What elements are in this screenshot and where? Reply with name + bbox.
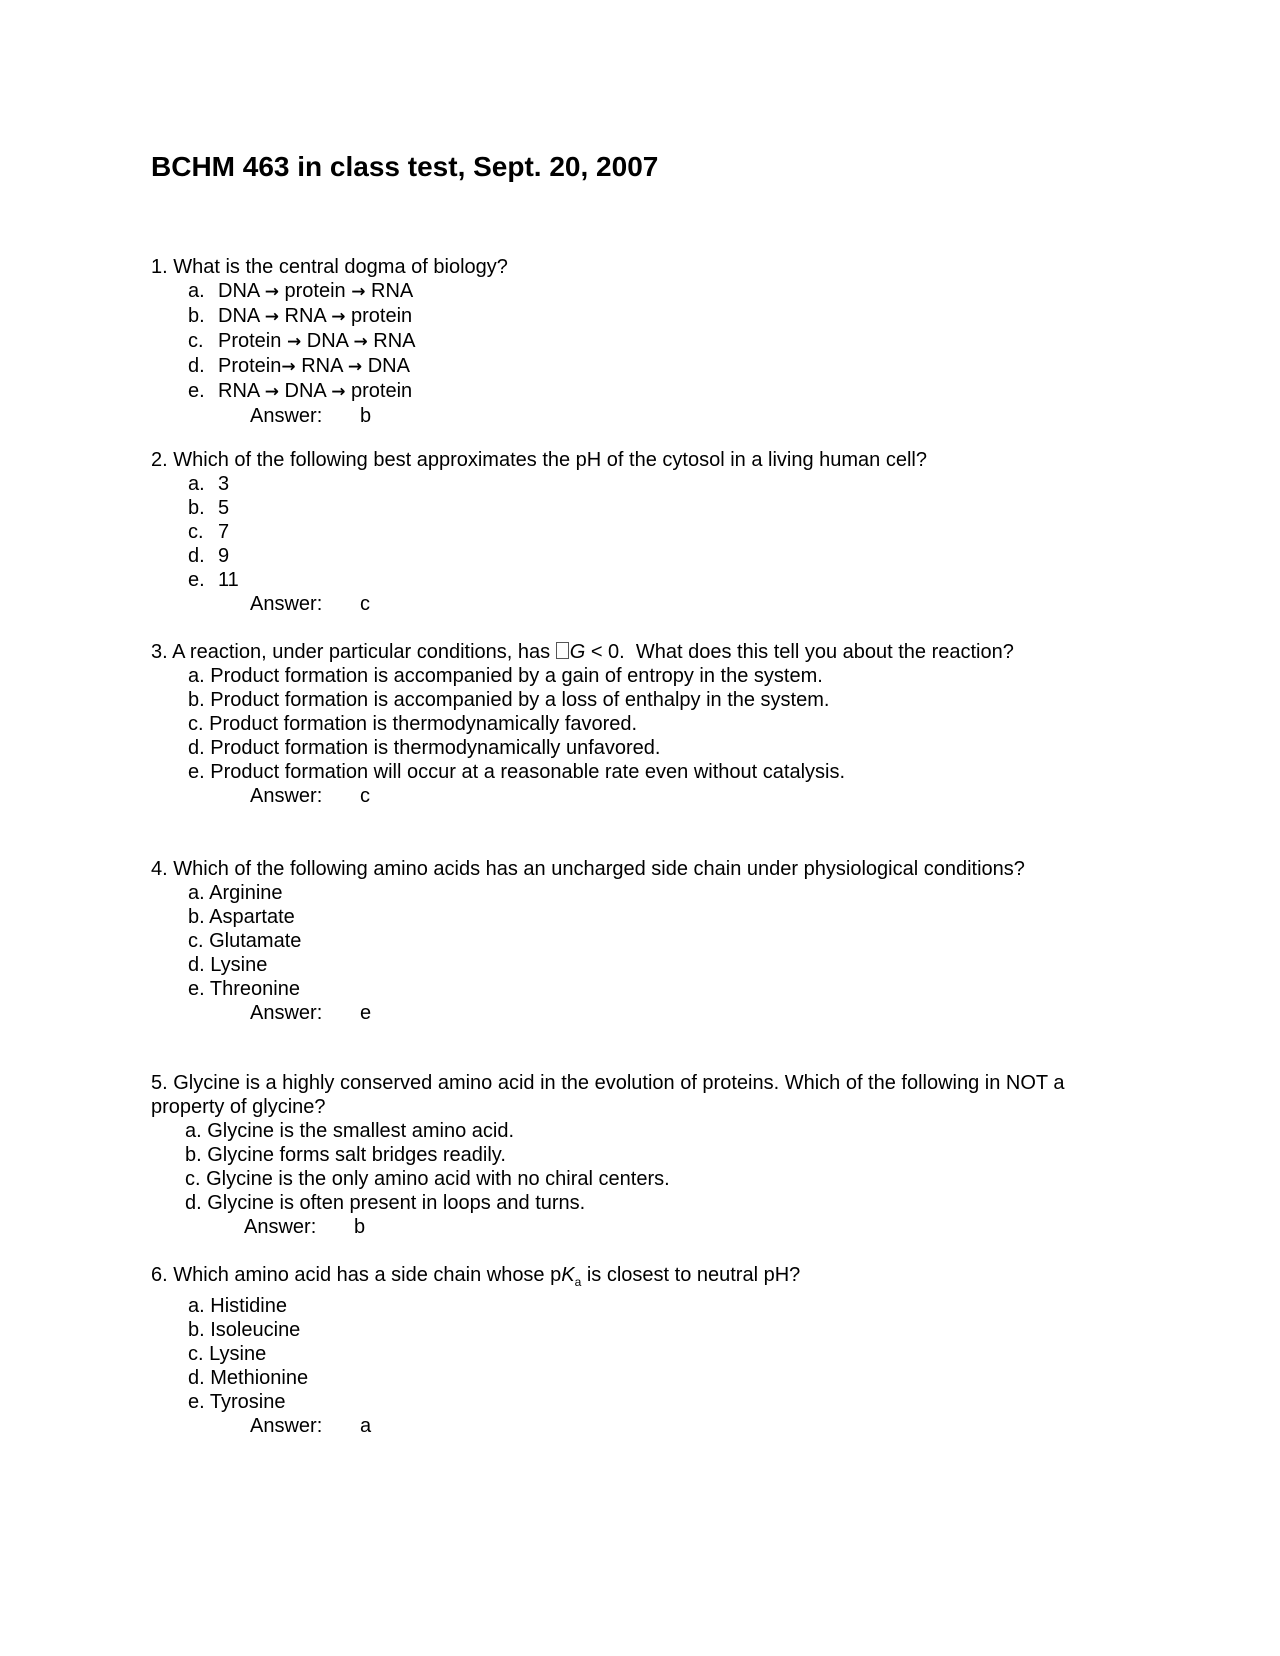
option-text: Product formation is thermodynamically unfavored. (210, 737, 661, 759)
option-letter: e. (188, 569, 205, 591)
question-3 (151, 640, 1111, 808)
arrow-icon: → (264, 382, 279, 402)
option-letter: a. (188, 1295, 205, 1317)
question-4 (151, 857, 1111, 1025)
option-b: b. DNA → RNA → protein (188, 305, 413, 327)
question-text-end: < 0. What does this tell you about the reaction? (585, 641, 1014, 663)
option-text: Product formation is thermodynamically favored. (209, 713, 638, 735)
option-letter: b. (188, 1319, 205, 1341)
option-b (151, 905, 1111, 929)
option-letter: c. (188, 521, 204, 543)
answer-label: Answer: (250, 785, 323, 807)
answer-line (151, 592, 1111, 616)
option-text: Glycine is the smallest amino acid. (207, 1120, 515, 1142)
answer-line (151, 1414, 1111, 1438)
option-letter: a. (188, 473, 205, 495)
answer-value: a (360, 1415, 372, 1437)
option-letter: d. (188, 1367, 205, 1389)
option-d (151, 544, 1111, 568)
answer-label: Answer: (250, 1415, 323, 1437)
option-e: e. RNA → DNA → protein (188, 380, 413, 402)
option-c (151, 929, 1111, 953)
answer-value: e (360, 1002, 372, 1024)
arrow-icon: → (286, 332, 302, 352)
option-text: Arginine (209, 882, 283, 904)
option-a (151, 1119, 1111, 1143)
arrow-icon: → (264, 282, 279, 302)
option-text: Aspartate (209, 906, 295, 928)
option-c: c. Protein → DNA → RNA (188, 330, 416, 352)
option-d (151, 953, 1111, 977)
question-number: 2. (151, 449, 168, 471)
option-text: Glycine is often present in loops and turns. (207, 1192, 586, 1214)
option-letter: e. (188, 380, 205, 402)
option-letter: d. (188, 954, 205, 976)
option-text: 7 (218, 521, 230, 543)
option-b (151, 688, 1111, 712)
option-e (151, 760, 1111, 784)
arrow-icon: → (281, 357, 296, 377)
option-letter: c. (188, 330, 204, 352)
option-letter: b. (188, 305, 205, 327)
option-letter: a. (188, 280, 205, 302)
arrow-icon: → (331, 382, 346, 402)
question-text: What is the central dogma of biology? (173, 256, 508, 278)
option-letter: d. (185, 1192, 202, 1214)
option-letter: b. (188, 906, 205, 928)
option-a (151, 472, 1111, 496)
option-text: Histidine (210, 1295, 287, 1317)
question-2 (151, 448, 1111, 616)
option-letter: d. (188, 355, 205, 377)
option-letter: c. (188, 713, 204, 735)
option-text: Product formation is accompanied by a gain of entropy in the system. (210, 665, 823, 687)
question-text: Which of the following best approximates the pH of the cytosol in a living human cell? (173, 449, 927, 471)
option-a (151, 664, 1111, 688)
option-letter: c. (188, 930, 204, 952)
option-letter: e. (188, 761, 205, 783)
option-a (151, 881, 1111, 905)
option-letter: b. (188, 689, 205, 711)
gibbs-symbol: G (569, 641, 586, 663)
option-d (151, 1366, 1111, 1390)
option-c (151, 1167, 1111, 1191)
option-text: Product formation is accompanied by a loss of enthalpy in the system. (210, 689, 830, 711)
option-text: Tyrosine (209, 1391, 286, 1413)
pka-symbol: K (561, 1264, 575, 1286)
answer-line (151, 1001, 1111, 1025)
arrow-icon: → (347, 357, 363, 377)
option-letter: e. (188, 1391, 205, 1413)
arrow-icon: → (353, 332, 368, 352)
question-number: 6. (151, 1264, 168, 1286)
question-number: 5. (151, 1072, 168, 1094)
question-text-end: is closest to neutral pH? (581, 1264, 801, 1286)
pka-subscript: a (574, 1275, 582, 1289)
question-text: Glycine is a highly conserved amino acid in the evolution of proteins. Which of the following in NOT a property of glycine? (151, 1072, 1065, 1118)
option-text: Product formation will occur at a reasonable rate even without catalysis. (210, 761, 846, 783)
option-e (151, 1390, 1111, 1414)
option-text: Glycine forms salt bridges readily. (207, 1144, 506, 1166)
arrow-icon: → (331, 307, 346, 327)
option-a: a. DNA → protein → RNA (188, 280, 414, 302)
option-e (151, 977, 1111, 1001)
answer-label: Answer: (244, 1216, 317, 1238)
question-number: 4. (151, 858, 168, 880)
option-text: Glutamate (209, 930, 302, 952)
option-text: 11 (218, 569, 239, 591)
answer-line (151, 404, 1111, 428)
arrow-icon: → (264, 307, 279, 327)
answer-line (151, 784, 1111, 808)
option-b (151, 1318, 1111, 1342)
missing-glyph-icon (556, 642, 569, 659)
option-letter: c. (188, 1343, 204, 1365)
answer-value: c (360, 785, 370, 807)
option-letter: c. (185, 1168, 201, 1190)
option-letter: e. (188, 978, 205, 1000)
question-text-start: A reaction, under particular conditions, has (172, 641, 556, 663)
option-text: 5 (218, 497, 230, 519)
option-text: Isoleucine (210, 1319, 301, 1341)
option-letter: a. (185, 1120, 202, 1142)
option-text: Lysine (210, 954, 268, 976)
question-number: 3. (151, 641, 168, 663)
page-title: BCHM 463 in class test, Sept. 20, 2007 (151, 151, 659, 182)
question-5 (151, 1071, 1111, 1239)
arrow-icon: → (351, 282, 366, 302)
option-d (151, 736, 1111, 760)
option-text: 9 (218, 545, 230, 567)
option-text: Glycine is the only amino acid with no chiral centers. (206, 1168, 670, 1190)
option-d (151, 1191, 1111, 1215)
answer-label: Answer: (250, 593, 323, 615)
question-6 (151, 1263, 1111, 1438)
option-letter: b. (188, 497, 205, 519)
option-d: d. Protein→ RNA → DNA (188, 355, 410, 377)
question-text-start: Which amino acid has a side chain whose p (173, 1264, 562, 1286)
option-c (151, 1342, 1111, 1366)
option-text: Threonine (209, 978, 300, 1000)
option-b (151, 496, 1111, 520)
option-letter: d. (188, 737, 205, 759)
answer-label: Answer: (250, 405, 323, 427)
option-letter: a. (188, 665, 205, 687)
option-text: Lysine (209, 1343, 267, 1365)
option-a (151, 1294, 1111, 1318)
answer-line (151, 1215, 1111, 1239)
option-e (151, 568, 1111, 592)
option-c (151, 712, 1111, 736)
option-text: 3 (218, 473, 230, 495)
question-number: 1. (151, 256, 168, 278)
option-letter: b. (185, 1144, 202, 1166)
option-b (151, 1143, 1111, 1167)
answer-value: c (360, 593, 370, 615)
answer-value: b (360, 405, 372, 427)
option-text: Methionine (210, 1367, 309, 1389)
option-letter: a. (188, 882, 205, 904)
option-letter: d. (188, 545, 205, 567)
answer-label: Answer: (250, 1002, 323, 1024)
question-text: Which of the following amino acids has an uncharged side chain under physiological conditions? (173, 858, 1025, 880)
question-1 (151, 255, 1111, 428)
answer-value: b (354, 1216, 366, 1238)
option-c (151, 520, 1111, 544)
